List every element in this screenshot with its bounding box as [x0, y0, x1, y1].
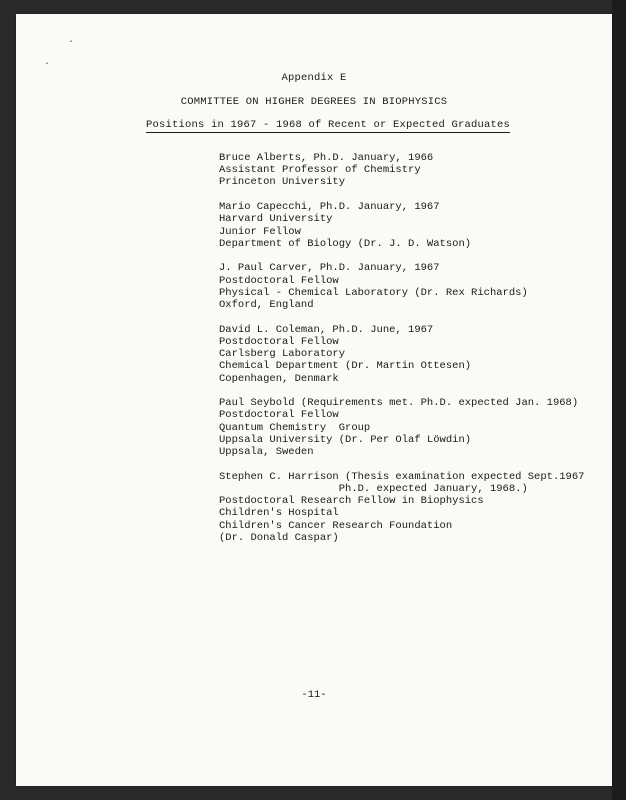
entry-line: Assistant Professor of Chemistry [219, 164, 421, 177]
graduate-entry [219, 324, 599, 385]
graduate-entry [219, 201, 599, 250]
entry-line: Children's Hospital [219, 507, 339, 520]
entry-line: Children's Cancer Research Foundation [219, 519, 453, 532]
entry-line: Ph.D. expected January, 1968.) [219, 482, 528, 495]
entry-line: Postdoctoral Fellow [219, 335, 339, 348]
section-title: Positions in 1967 - 1968 of Recent or Expected Graduates [146, 119, 511, 131]
entry-line: Chemical Department (Dr. Martin Ottesen) [219, 360, 472, 373]
entry-line: Quantum Chemistry Group [219, 421, 371, 434]
entry-line: Bruce Alberts, Ph.D. January, 1966 [219, 152, 434, 164]
graduate-entry [219, 471, 599, 544]
graduate-entry [219, 397, 599, 458]
entry-line: Postdoctoral Fellow [219, 274, 339, 287]
document-page [16, 14, 612, 786]
entry-line: Carlsberg Laboratory [219, 348, 346, 361]
entry-line: J. Paul Carver, Ph.D. January, 1967 [219, 262, 440, 275]
entry-line: Princeton University [219, 176, 346, 189]
entry-line: Physical - Chemical Laboratory (Dr. Rex Richards) [219, 286, 528, 299]
entry-line: Postdoctoral Research Fellow in Biophysics [219, 495, 484, 508]
page-number: -11- [301, 689, 327, 701]
appendix-title: Appendix E [281, 72, 347, 84]
entry-line: David L. Coleman, Ph.D. June, 1967 [219, 323, 434, 336]
entry-line: Stephen C. Harrison (Thesis examination expected Sept.1967 [219, 470, 585, 483]
scan-speck: · [44, 59, 51, 70]
entry-line: Copenhagen, Denmark [219, 372, 339, 385]
graduate-entry [219, 262, 599, 311]
entry-line: Uppsala University (Dr. Per Olaf Löwdin) [219, 433, 472, 446]
entry-line: Postdoctoral Fellow [219, 409, 339, 422]
entry-line: Junior Fellow [219, 225, 301, 238]
entry-line: Mario Capecchi, Ph.D. January, 1967 [219, 201, 440, 214]
entry-line: Harvard University [219, 213, 333, 226]
graduate-list [219, 152, 599, 556]
scan-border [612, 0, 626, 800]
committee-title: COMMITTEE ON HIGHER DEGREES IN BIOPHYSICS [180, 96, 448, 108]
entry-line: (Dr. Donald Caspar) [219, 531, 339, 544]
entry-line: Department of Biology (Dr. J. D. Watson) [219, 237, 472, 250]
entry-line: Uppsala, Sweden [219, 446, 314, 459]
scan-speck: · [68, 37, 75, 48]
graduate-entry [219, 152, 599, 189]
entry-line: Paul Seybold (Requirements met. Ph.D. expected Jan. 1968) [219, 397, 579, 410]
entry-line: Oxford, England [219, 299, 314, 312]
